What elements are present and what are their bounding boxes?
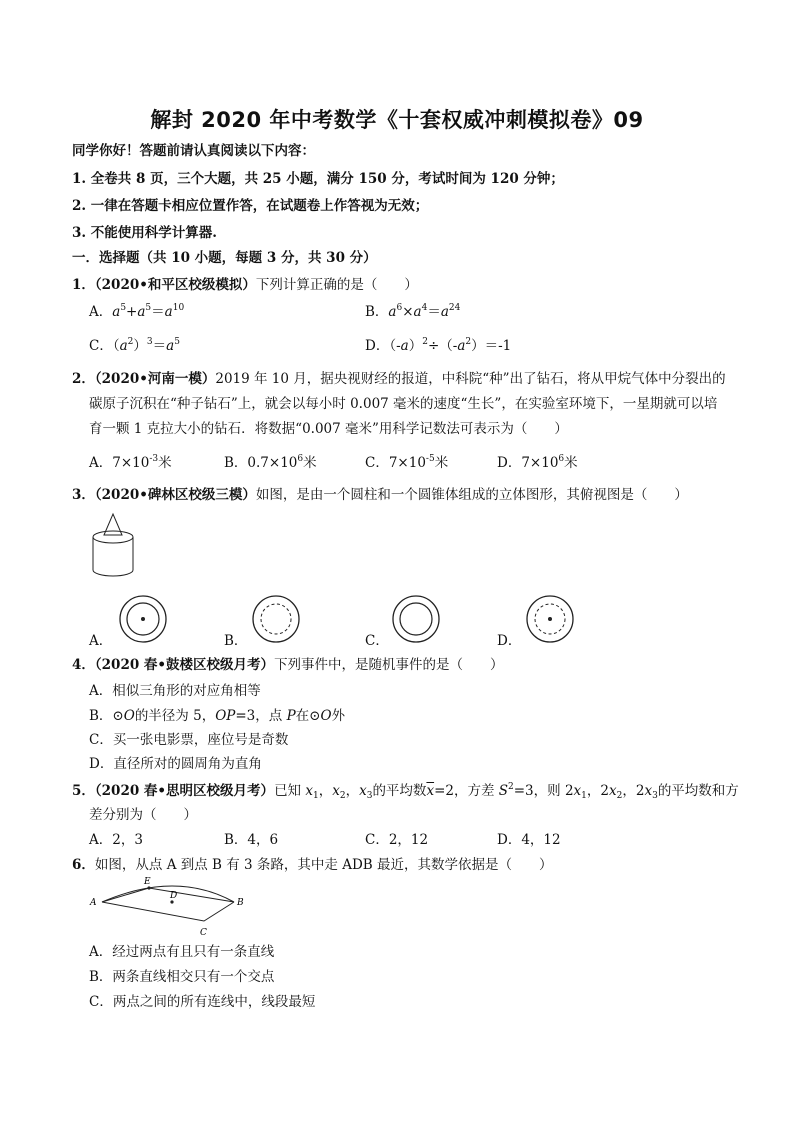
q2-option-d-exp: 6	[558, 454, 565, 464]
q5-text-d: =3，则	[513, 783, 565, 799]
q2-option-c[interactable]	[365, 454, 448, 472]
q6-number: 6．	[72, 857, 95, 873]
question-2-stem	[72, 370, 726, 388]
q2-option-d-text: D．7×10	[497, 455, 559, 471]
q4-number: 4．	[72, 657, 95, 673]
q1-option-a-label: A．	[89, 304, 113, 320]
section-heading: 一．选择题（共 10 小题，每题 3 分，共 30 分）	[72, 250, 377, 266]
q2-text-line3: 育一颗 1 克拉大小的钻石．将数据“0.007 毫米”用科学记数法可表示为（ ）	[89, 421, 568, 437]
q2-option-d-unit: 米	[564, 455, 578, 471]
q4-option-b-mid2: =3，点	[235, 708, 287, 724]
question-4-stem	[72, 656, 504, 674]
q3-option-b-figure[interactable]	[252, 595, 302, 645]
q2-option-a-exp: -3	[149, 454, 159, 464]
q2-number: 2．	[72, 371, 95, 387]
q4-option-b-o2: O	[320, 708, 332, 724]
q2-option-d[interactable]	[497, 454, 578, 472]
q1-option-b[interactable]: B．$a^6\times a^4=a^{24}$	[365, 303, 461, 320]
q2-text-line2: 碳原子沉积在“种子钻石”上，就会以每小时 0.007 毫米的速度“生长”，在实验室环境下，一星期就可以培	[89, 396, 718, 412]
q1-option-c[interactable]: C．$(a^2)^3=a^5$	[89, 337, 180, 354]
question-5-stem: 5．（2020 春•思明区校级月考）已知 $x_1$，$x_2$，$x_3$的平均数$\overline{x}=2$，方差 $S^2=3$，则 $2x_1$，$2x_2$，$2x_3$的平均数和方	[72, 782, 739, 801]
q1-text: 下列计算正确的是（ ）	[255, 277, 418, 293]
q6-paths-figure	[86, 876, 256, 940]
q2-text-line1: 2019 年 10 月，据央视财经的报道，中科院“种”出了钻石，将从甲烷气体中分裂出的	[215, 371, 726, 387]
q4-option-b-p: P	[286, 708, 296, 724]
q6-option-a[interactable]: A．经过两点有且只有一条直线	[89, 944, 275, 960]
q3-option-c-label[interactable]: C．	[365, 633, 389, 649]
question-6-stem	[72, 856, 553, 874]
intro-rule-3: 3. 不能使用科学计算器.	[72, 225, 217, 241]
q6-text: 如图，从点 A 到点 B 有 3 条路，其中走 ADB 最近，其数学依据是（ ）	[94, 857, 553, 873]
q2-option-b-text: B．0.7×10	[224, 455, 298, 471]
q1-option-d[interactable]: D．$(-a)^2\div(-a^2)=-1$	[365, 337, 512, 354]
question-3-stem	[72, 486, 688, 504]
intro-rule-2: 2. 一律在答题卡相应位置作答，在试题卷上作答视为无效；	[72, 198, 429, 214]
q4-option-b[interactable]	[89, 707, 345, 725]
q1-source: （2020•和平区校级模拟）	[94, 277, 256, 293]
q2-option-c-text: C．7×10	[365, 455, 426, 471]
q3-number: 3．	[72, 487, 95, 503]
q5-source: （2020 春•思明区校级月考）	[94, 783, 275, 799]
q5-option-a[interactable]: A．2，3	[89, 832, 143, 848]
q3-solid-figure	[88, 512, 148, 582]
q4-option-b-suffix: 外	[331, 708, 346, 724]
q5-option-c[interactable]: C．2，12	[365, 832, 429, 848]
q3-option-d-label[interactable]: D．	[497, 633, 522, 649]
q4-source: （2020 春•鼓楼区校级月考）	[94, 657, 275, 673]
q1-option-a[interactable]: A．$a^5+a^5=a^{10}$	[89, 303, 185, 320]
intro-greeting: 同学你好！答题前请认真阅读以下内容：	[72, 143, 315, 159]
q6-point-a: A	[90, 898, 97, 908]
q4-option-b-o: O	[123, 708, 135, 724]
q4-option-b-mid3: 在⊙	[295, 708, 321, 724]
q2-option-c-exp: -5	[425, 454, 435, 464]
q4-option-c[interactable]: C．买一张电影票，座位号是奇数	[89, 732, 289, 748]
q1-option-c-label: C．	[89, 338, 113, 354]
q5-number: 5．	[72, 783, 95, 799]
q3-option-a-figure[interactable]	[119, 595, 169, 645]
q5-option-b[interactable]: B．4，6	[224, 832, 279, 848]
q5-option-d[interactable]: D．4，12	[497, 832, 561, 848]
q1-number: 1．	[72, 277, 95, 293]
q6-point-c: C	[200, 928, 207, 938]
q4-text: 下列事件中，是随机事件的是（ ）	[274, 657, 504, 673]
q2-source: （2020•河南一模）	[94, 371, 216, 387]
q6-option-c[interactable]: C．两点之间的所有连线中，线段最短	[89, 994, 316, 1010]
page-title: 解封 2020 年中考数学《十套权威冲刺模拟卷》09	[150, 108, 644, 132]
q2-option-b-exp: 6	[297, 454, 304, 464]
q1-option-d-label: D．	[365, 338, 390, 354]
q3-option-b-label[interactable]: B．	[224, 633, 248, 649]
q5-text-a: 已知	[274, 783, 306, 799]
q4-option-b-prefix: B．⊙	[89, 708, 124, 724]
q5-text-e: 的平均数和方	[657, 783, 739, 799]
q5-text-c: =2，方差	[434, 783, 499, 799]
q2-option-a-unit: 米	[158, 455, 172, 471]
q3-text: 如图，是由一个圆柱和一个圆锥体组成的立体图形，其俯视图是（ ）	[255, 487, 688, 503]
q2-option-b[interactable]	[224, 454, 317, 472]
question-1-stem	[72, 276, 418, 294]
q3-option-c-figure[interactable]	[392, 595, 442, 645]
q2-option-b-unit: 米	[303, 455, 317, 471]
q4-option-b-mid: 的半径为 5，	[134, 708, 216, 724]
q4-option-d[interactable]: D．直径所对的圆周角为直角	[89, 756, 262, 772]
q3-option-d-figure[interactable]	[526, 595, 576, 645]
q4-option-a[interactable]: A．相似三角形的对应角相等	[89, 683, 261, 699]
q6-point-b: B	[237, 898, 244, 908]
q6-option-b[interactable]: B．两条直线相交只有一个交点	[89, 969, 275, 985]
q6-point-e: E	[144, 877, 151, 887]
q1-option-b-label: B．	[365, 304, 389, 320]
q3-option-a-label[interactable]: A．	[89, 633, 113, 649]
q3-source: （2020•碑林区校级三模）	[94, 487, 256, 503]
q5-text-line2: 差分别为（ ）	[89, 807, 197, 823]
q4-option-b-op: OP	[215, 708, 236, 724]
q6-point-d: D	[170, 891, 178, 901]
q2-option-c-unit: 米	[434, 455, 449, 471]
q5-text-b: 的平均数	[372, 783, 427, 799]
intro-rule-1: 1. 全卷共 8 页，三个大题，共 25 小题，满分 150 分，考试时间为 120 分钟；	[72, 171, 564, 187]
q2-option-a-text: A．7×10	[89, 455, 150, 471]
q2-option-a[interactable]	[89, 454, 172, 472]
